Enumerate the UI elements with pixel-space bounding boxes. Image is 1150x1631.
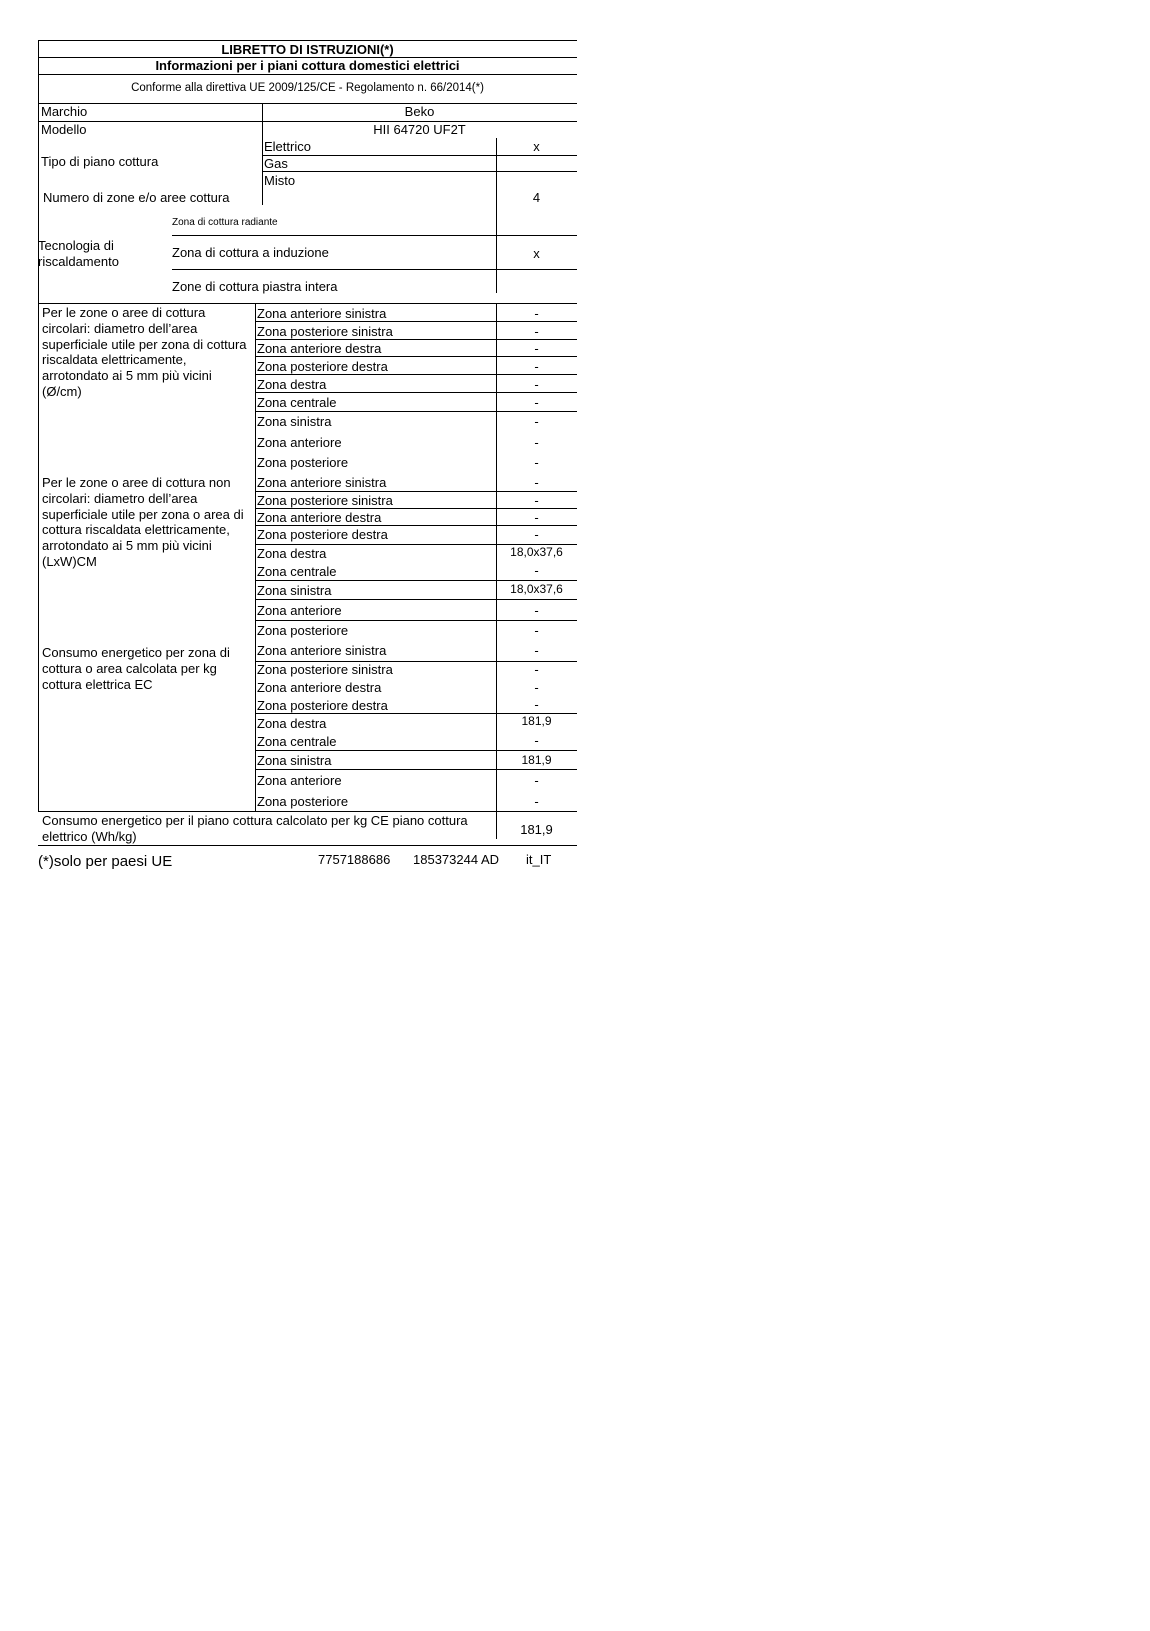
brand-value: Beko <box>404 104 435 119</box>
rule <box>172 235 577 236</box>
energy-value: 181,9 <box>521 714 552 728</box>
rule <box>255 750 577 751</box>
energy-zone: Zona destra <box>257 716 327 731</box>
circular-zone: Zona posteriore sinistra <box>257 324 393 339</box>
non-circular-zone: Zona posteriore sinistra <box>257 493 393 508</box>
circular-zone: Zona anteriore destra <box>257 341 382 356</box>
model-value: HII 64720 UF2T <box>373 122 466 137</box>
footer-code-1: 7757188686 <box>318 852 391 867</box>
non-circular-zone: Zona sinistra <box>257 583 332 598</box>
circular-zone: Zona anteriore <box>257 435 342 450</box>
non-circular-label: Per le zone o aree di cottura non circolari: diametro dell’area superficiale utile per zona o area di cottura riscaldata elettricamente, arrotondato ai 5 mm più vicini (LxW)CM <box>42 475 244 569</box>
rule <box>255 339 577 340</box>
non-circular-value: 18,0x37,6 <box>510 545 563 559</box>
circular-value: - <box>534 395 539 410</box>
energy-value: - <box>534 697 539 712</box>
rule <box>255 769 577 770</box>
hob-type-label: Tipo di piano cottura <box>41 154 159 169</box>
non-circular-zone: Zona posteriore <box>257 623 349 638</box>
circular-zone: Zona destra <box>257 377 327 392</box>
rule <box>38 811 577 812</box>
rule <box>255 620 577 621</box>
rule <box>38 40 577 41</box>
rule <box>255 356 577 357</box>
non-circular-zone: Zona anteriore <box>257 603 342 618</box>
non-circular-value: - <box>534 563 539 578</box>
non-circular-value: - <box>534 527 539 542</box>
energy-value: - <box>534 680 539 695</box>
energy-zone: Zona centrale <box>257 734 337 749</box>
rule <box>255 525 577 526</box>
heating-induction-value: x <box>533 246 540 261</box>
non-circular-value: - <box>534 623 539 638</box>
energy-zone: Zona posteriore sinistra <box>257 662 393 677</box>
energy-value: - <box>534 773 539 788</box>
rule <box>255 321 577 322</box>
hob-type-electric: Elettrico <box>264 139 311 154</box>
rule <box>172 269 577 270</box>
heating-full-plate: Zone di cottura piastra intera <box>172 279 338 294</box>
footer-note: (*)solo per paesi UE <box>38 853 173 870</box>
total-energy-value: 181,9 <box>520 822 553 837</box>
circular-value: - <box>534 435 539 450</box>
energy-value: 181,9 <box>521 753 552 767</box>
non-circular-zone: Zona anteriore sinistra <box>257 475 387 490</box>
rule <box>255 392 577 393</box>
circular-zone: Zona posteriore destra <box>257 359 388 374</box>
energy-zone: Zona posteriore destra <box>257 698 388 713</box>
model-label: Modello <box>41 122 87 137</box>
energy-value: - <box>534 662 539 677</box>
energy-value: - <box>534 794 539 809</box>
heating-label: Tecnologia di riscaldamento <box>38 238 119 269</box>
zones-count-label: Numero di zone e/o aree cottura <box>43 190 230 205</box>
document-title: LIBRETTO DI ISTRUZIONI(*) <box>221 42 394 57</box>
rule <box>262 155 577 156</box>
non-circular-value: - <box>534 603 539 618</box>
non-circular-value: - <box>534 493 539 508</box>
rule <box>38 40 39 812</box>
energy-zone: Zona anteriore sinistra <box>257 643 387 658</box>
circular-zone: Zona posteriore <box>257 455 349 470</box>
rule <box>255 411 577 412</box>
energy-zone: Zona posteriore <box>257 794 349 809</box>
non-circular-value: 18,0x37,6 <box>510 582 563 596</box>
rule <box>255 599 577 600</box>
rule <box>38 74 577 75</box>
non-circular-zone: Zona centrale <box>257 564 337 579</box>
brand-label: Marchio <box>41 104 88 119</box>
circular-value: - <box>534 324 539 339</box>
circular-value: - <box>534 306 539 321</box>
non-circular-zone: Zona destra <box>257 546 327 561</box>
circular-zone: Zona anteriore sinistra <box>257 306 387 321</box>
circular-label: Per le zone o aree di cottura circolari: diametro dell’area superficiale utile per zona di cottura riscaldata elettricamente, arrotondato ai 5 mm più vicini (Ø/cm) <box>42 305 247 399</box>
hob-type-mixed: Misto <box>264 173 296 188</box>
energy-zone: Zona anteriore destra <box>257 680 382 695</box>
directive-text: Conforme alla direttiva UE 2009/125/CE - Regolamento n. 66/2014(*) <box>131 82 484 94</box>
rule <box>255 580 577 581</box>
energy-label: Consumo energetico per zona di cottura o area calcolata per kg cottura elettrica EC <box>42 645 230 692</box>
rule <box>255 491 577 492</box>
circular-value: - <box>534 359 539 374</box>
hob-type-gas: Gas <box>264 156 288 171</box>
circular-zone: Zona centrale <box>257 395 337 410</box>
circular-value: - <box>534 377 539 392</box>
footer-code-2: 185373244 AD <box>413 852 500 867</box>
circular-zone: Zona sinistra <box>257 414 332 429</box>
heating-radiant: Zona di cottura radiante <box>172 217 278 228</box>
energy-value: - <box>534 733 539 748</box>
rule <box>262 171 577 172</box>
non-circular-zone: Zona anteriore destra <box>257 510 382 525</box>
rule <box>255 374 577 375</box>
rule <box>38 845 577 846</box>
non-circular-value: - <box>534 475 539 490</box>
hob-type-electric-value: x <box>533 139 540 154</box>
non-circular-value: - <box>534 510 539 525</box>
rule <box>255 303 256 811</box>
heating-induction: Zona di cottura a induzione <box>172 245 329 260</box>
footer-locale: it_IT <box>526 852 552 867</box>
circular-value: - <box>534 414 539 429</box>
energy-value: - <box>534 643 539 658</box>
non-circular-zone: Zona posteriore destra <box>257 527 388 542</box>
circular-value: - <box>534 341 539 356</box>
rule <box>255 508 577 509</box>
total-energy-label: Consumo energetico per il piano cottura calcolato per kg CE piano cottura elettrico (Wh/kg) <box>42 813 468 844</box>
energy-zone: Zona anteriore <box>257 773 342 788</box>
energy-zone: Zona sinistra <box>257 753 332 768</box>
circular-value: - <box>534 455 539 470</box>
document-subtitle: Informazioni per i piani cottura domestici elettrici <box>155 58 460 73</box>
zones-count-value: 4 <box>532 190 541 205</box>
